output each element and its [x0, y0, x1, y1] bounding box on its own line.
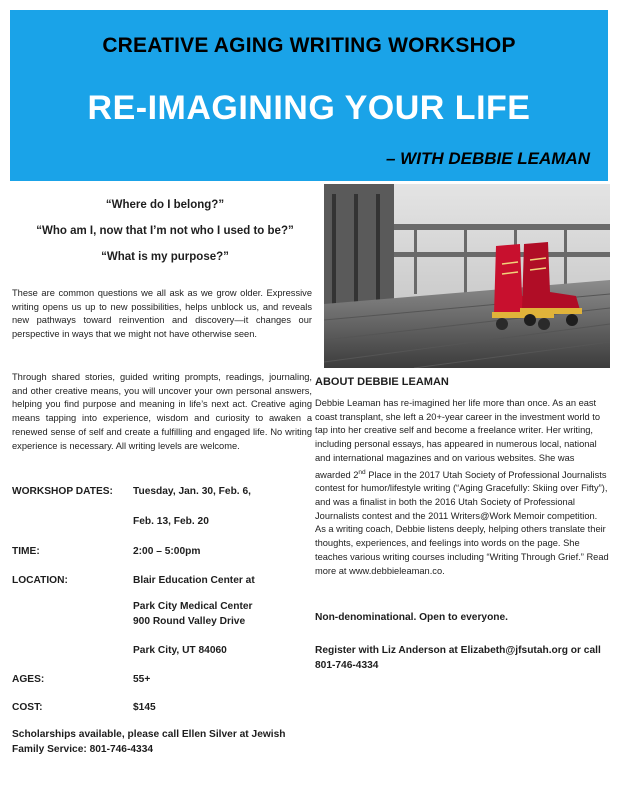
ages-value: 55+ [133, 674, 151, 685]
intro-paragraph-2: Through shared stories, guided writing prompts, readings, journaling, and other creative means, you will uncover your own personal answers, helping you find purpose and meaning in life’s next act. Creative aging means tapping into experience, wisdom and curiosity to awaken a renewed sense of self and create a fulfilling and engaged life. No writing experience is necessary. All writing levels are welcome. [12, 372, 312, 451]
bio-text-2: Place in the 2017 Utah Society of Professional Journalists contest for humor/lifestyle writing (“Aging Gracefully: Skiing over Fifty”), and was a finalist in both the 2016 Utah Society of Professional Journalists contest and the 2011 Writers@Work Memoir competition. As a writing coach, Debbie listens deeply, helping others translate their thoughts, experiences, and feelings into words on the page. She teaches various writing courses including “Writing Through Grief.” Read more at www.debbieleaman.co. [315, 469, 609, 576]
location-line-3: 900 Round Valley Drive [133, 616, 246, 627]
main-heading: RE-IMAGINING YOUR LIFE [87, 89, 531, 127]
bio-text-1: Debbie Leaman has re-imagined her life more than once. As an east coast transplant, she left a 20+-year career in the investment world to tap into her creative self and become a freelance writer. Her writing, including personal essays, has appeared in numerous local, national and international magazines and on various websites. She was awarded 2 [315, 398, 600, 480]
question-purpose: “What is my purpose?” [101, 251, 229, 263]
dates-value-2: Feb. 13, Feb. 20 [133, 516, 209, 527]
non-denominational-note: Non-denominational. Open to everyone. [315, 612, 509, 623]
intro-paragraph-1: These are common questions we all ask as we grow older. Expressive writing opens us up to new possibilities, helps unblock us, and reveals new pathways toward reinvention and discovery—it changes our perspective in ways that we might not have otherwise seen. [12, 288, 312, 340]
location-line-1: Blair Education Center at [133, 575, 255, 586]
location-label: LOCATION: [12, 575, 68, 586]
location-line-4: Park City, UT 84060 [133, 645, 227, 656]
question-belong: “Where do I belong?” [105, 199, 225, 211]
registration-info: Register with Liz Anderson at Elizabeth@jfsutah.org or call 801-746-4334 [315, 645, 601, 671]
instructor-subtitle: – WITH DEBBIE LEAMAN [386, 149, 590, 168]
header-banner [10, 10, 608, 181]
workshop-title: CREATIVE AGING WRITING WORKSHOP [102, 34, 516, 57]
ages-label: AGES: [12, 674, 45, 685]
about-bio [315, 397, 610, 578]
reflection-questions [10, 199, 320, 277]
dates-label: WORKSHOP DATES: [12, 486, 113, 497]
cost-label: COST: [12, 702, 43, 713]
bio-superscript: nd [358, 468, 366, 476]
time-label: TIME: [12, 546, 40, 557]
cost-value: $145 [133, 702, 156, 713]
time-value: 2:00 – 5:00pm [133, 546, 201, 557]
dates-value-1: Tuesday, Jan. 30, Feb. 6, [133, 486, 251, 497]
roller-skates-icon [324, 184, 610, 368]
about-heading: ABOUT DEBBIE LEAMAN [315, 376, 449, 388]
roller-skates-photo [324, 184, 610, 368]
scholarship-note: Scholarships available, please call Ellen Silver at Jewish Family Service: 801-746-4334 [12, 729, 286, 755]
location-line-2: Park City Medical Center [133, 601, 253, 612]
question-who-am-i: “Who am I, now that I’m not who I used to be?” [36, 225, 294, 237]
